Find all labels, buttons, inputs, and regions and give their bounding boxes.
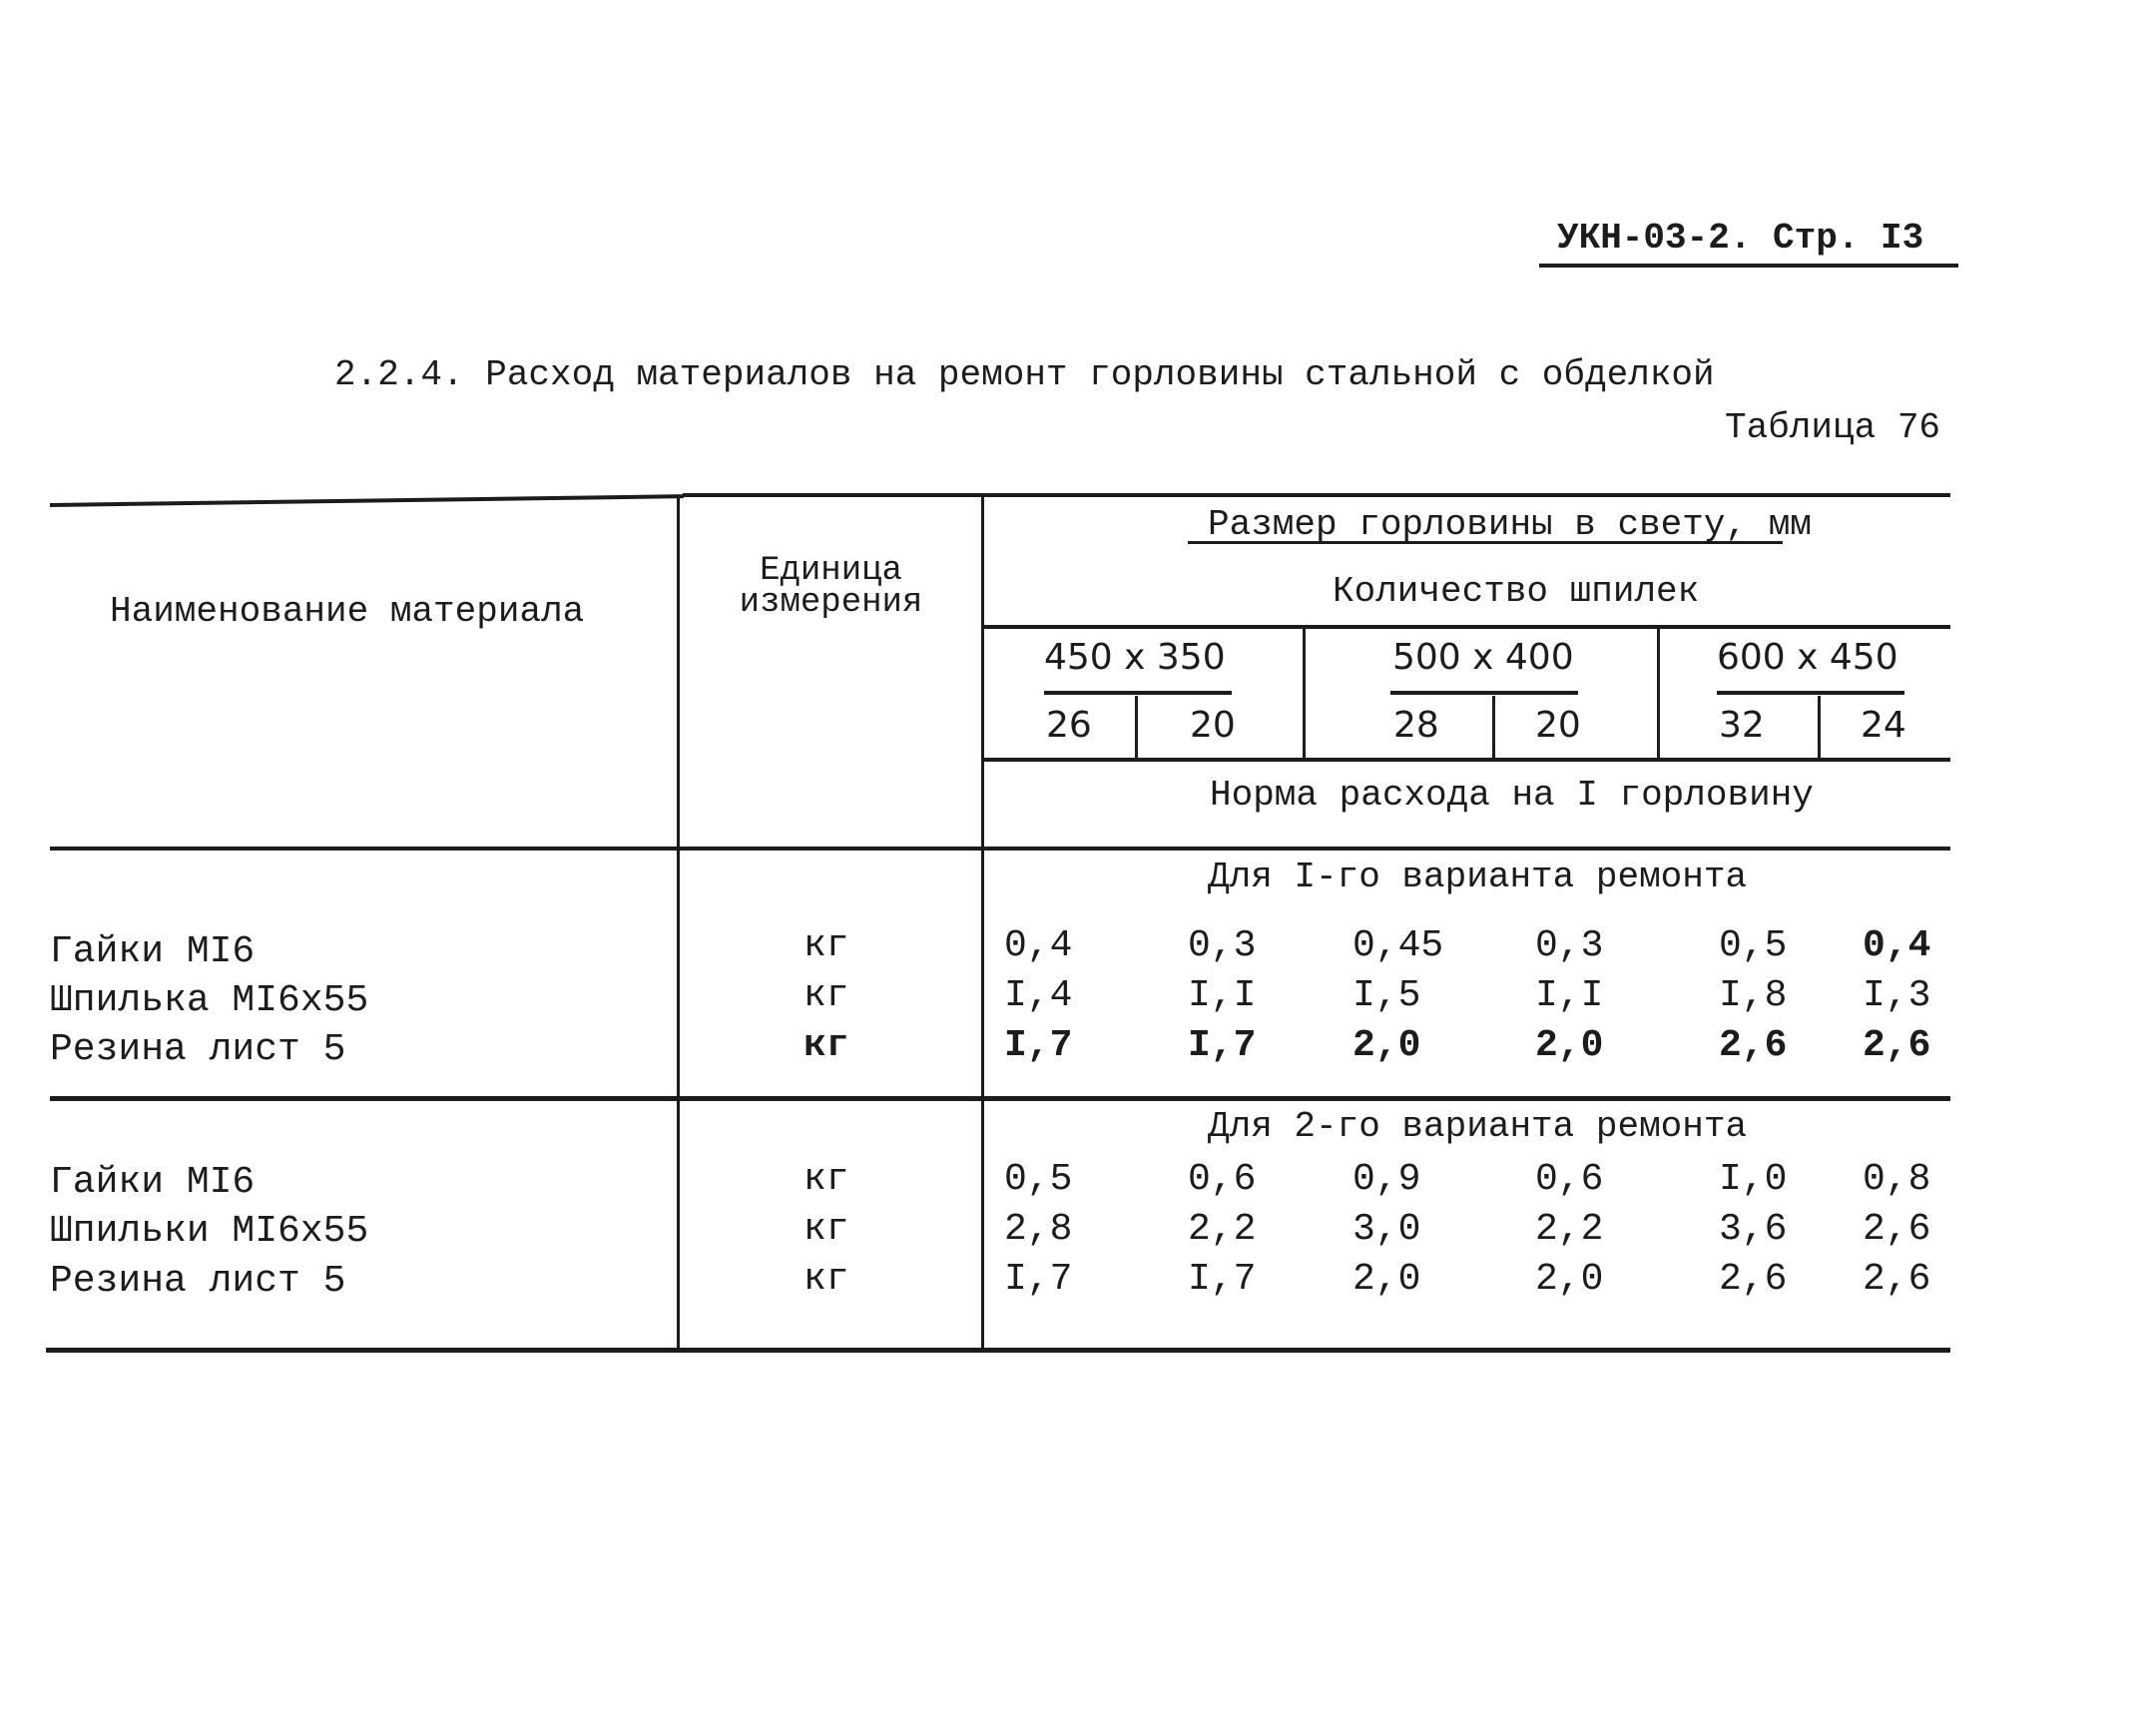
value-cell: I,I <box>1188 974 1257 1017</box>
table-bottom-border <box>46 1348 1950 1353</box>
value-cell: 2,6 <box>1719 1258 1788 1301</box>
divider-name-unit <box>677 495 680 1353</box>
value-cell: I,0 <box>1719 1158 1788 1201</box>
value-cell: I,7 <box>1188 1024 1257 1067</box>
value-cell: I,8 <box>1719 974 1788 1017</box>
value-cell: 2,8 <box>1004 1208 1073 1251</box>
norm-header: Норма расхода на I горловину <box>1210 775 1814 816</box>
value-cell: 0,3 <box>1535 924 1604 967</box>
unit-cell: кг <box>804 924 849 967</box>
size-3-underline <box>1717 691 1904 695</box>
unit-cell: кг <box>804 1024 849 1067</box>
col-unit-header <box>679 552 983 622</box>
material-name: Шпильки MI6х55 <box>50 1210 369 1253</box>
stud-count: 26 <box>1046 705 1092 746</box>
value-cell: 2,2 <box>1188 1208 1257 1251</box>
value-cell: 2,6 <box>1863 1024 1931 1067</box>
col-unit-header-line1: Единица <box>760 552 902 590</box>
unit-cell: кг <box>804 974 849 1017</box>
divider-studs-2 <box>1492 696 1495 759</box>
material-name: Шпилька MI6х55 <box>50 979 369 1022</box>
page-header-underline <box>1539 264 1958 268</box>
value-cell: 2,0 <box>1535 1024 1604 1067</box>
size-label-1: 450 х 350 <box>1044 637 1226 678</box>
size-header: Размер горловины в свету, мм <box>1208 504 1812 545</box>
size-label-2: 500 х 400 <box>1392 637 1574 678</box>
material-name: Резина лист 5 <box>50 1028 346 1071</box>
value-cell: 0,5 <box>1004 1158 1073 1201</box>
table-label: Таблица 76 <box>1725 407 1941 448</box>
value-cell: 3,0 <box>1352 1208 1421 1251</box>
value-cell: 0,5 <box>1719 924 1788 967</box>
value-cell: I,7 <box>1004 1258 1073 1301</box>
size-2-underline <box>1390 691 1578 695</box>
value-cell: 0,6 <box>1188 1158 1257 1201</box>
value-cell: 2,0 <box>1535 1258 1604 1301</box>
unit-cell: кг <box>804 1258 849 1301</box>
value-cell: 2,6 <box>1719 1024 1788 1067</box>
header-bottom-border <box>50 847 1950 851</box>
material-name: Гайки MI6 <box>50 1161 256 1204</box>
size-1-underline <box>1044 691 1232 695</box>
material-name: Резина лист 5 <box>50 1260 346 1303</box>
value-cell: 2,6 <box>1863 1208 1931 1251</box>
value-cell: 0,3 <box>1188 924 1257 967</box>
col-name-header: Наименование материала <box>110 591 585 632</box>
stud-count: 20 <box>1535 705 1581 746</box>
stud-count: 24 <box>1861 705 1906 746</box>
section-title: 2.2.4. Расход материалов на ремонт горловины стальной с обделкой <box>334 354 1715 395</box>
section-1-title: Для I-го варианта ремонта <box>1208 857 1748 897</box>
value-cell: 2,0 <box>1352 1024 1421 1067</box>
stud-count: 28 <box>1393 705 1439 746</box>
section-divider <box>50 1096 1950 1101</box>
stud-count: 32 <box>1719 705 1765 746</box>
value-cell: I,7 <box>1188 1258 1257 1301</box>
value-cell: I,5 <box>1352 974 1421 1017</box>
divider-unit-values <box>981 493 984 1353</box>
value-cell: 0,9 <box>1352 1158 1421 1201</box>
value-cell: I,3 <box>1863 974 1931 1017</box>
value-cell: I,7 <box>1004 1024 1073 1067</box>
value-cell: 0,45 <box>1352 924 1444 967</box>
page-header: УКН-03-2. Стр. I3 <box>1557 218 1924 259</box>
value-cell: I,4 <box>1004 974 1073 1017</box>
header-line-counts <box>983 758 1950 762</box>
value-cell: 3,6 <box>1719 1208 1788 1251</box>
value-cell: 2,0 <box>1352 1258 1421 1301</box>
value-cell: 2,2 <box>1535 1208 1604 1251</box>
value-cell: 0,8 <box>1863 1158 1931 1201</box>
stud-count: 20 <box>1190 705 1236 746</box>
table-top-border-right <box>683 493 1950 497</box>
divider-studs-1 <box>1135 696 1138 759</box>
section-2-title: Для 2-го варианта ремонта <box>1208 1106 1748 1147</box>
divider-size-2-3 <box>1657 629 1660 759</box>
unit-cell: кг <box>804 1208 849 1251</box>
value-cell: I,I <box>1535 974 1604 1017</box>
studs-header: Количество шпилек <box>1333 571 1700 612</box>
col-unit-header-line2: измерения <box>739 584 923 622</box>
size-label-3: 600 х 450 <box>1717 637 1898 678</box>
unit-cell: кг <box>804 1158 849 1201</box>
value-cell: 2,6 <box>1863 1258 1931 1301</box>
divider-studs-3 <box>1818 696 1821 759</box>
value-cell: 0,6 <box>1535 1158 1604 1201</box>
divider-size-1-2 <box>1303 629 1306 759</box>
value-cell: 0,4 <box>1863 924 1931 967</box>
material-name: Гайки MI6 <box>50 930 256 973</box>
table-top-border-left <box>50 494 684 507</box>
value-cell: 0,4 <box>1004 924 1073 967</box>
header-line-studs <box>983 625 1950 629</box>
